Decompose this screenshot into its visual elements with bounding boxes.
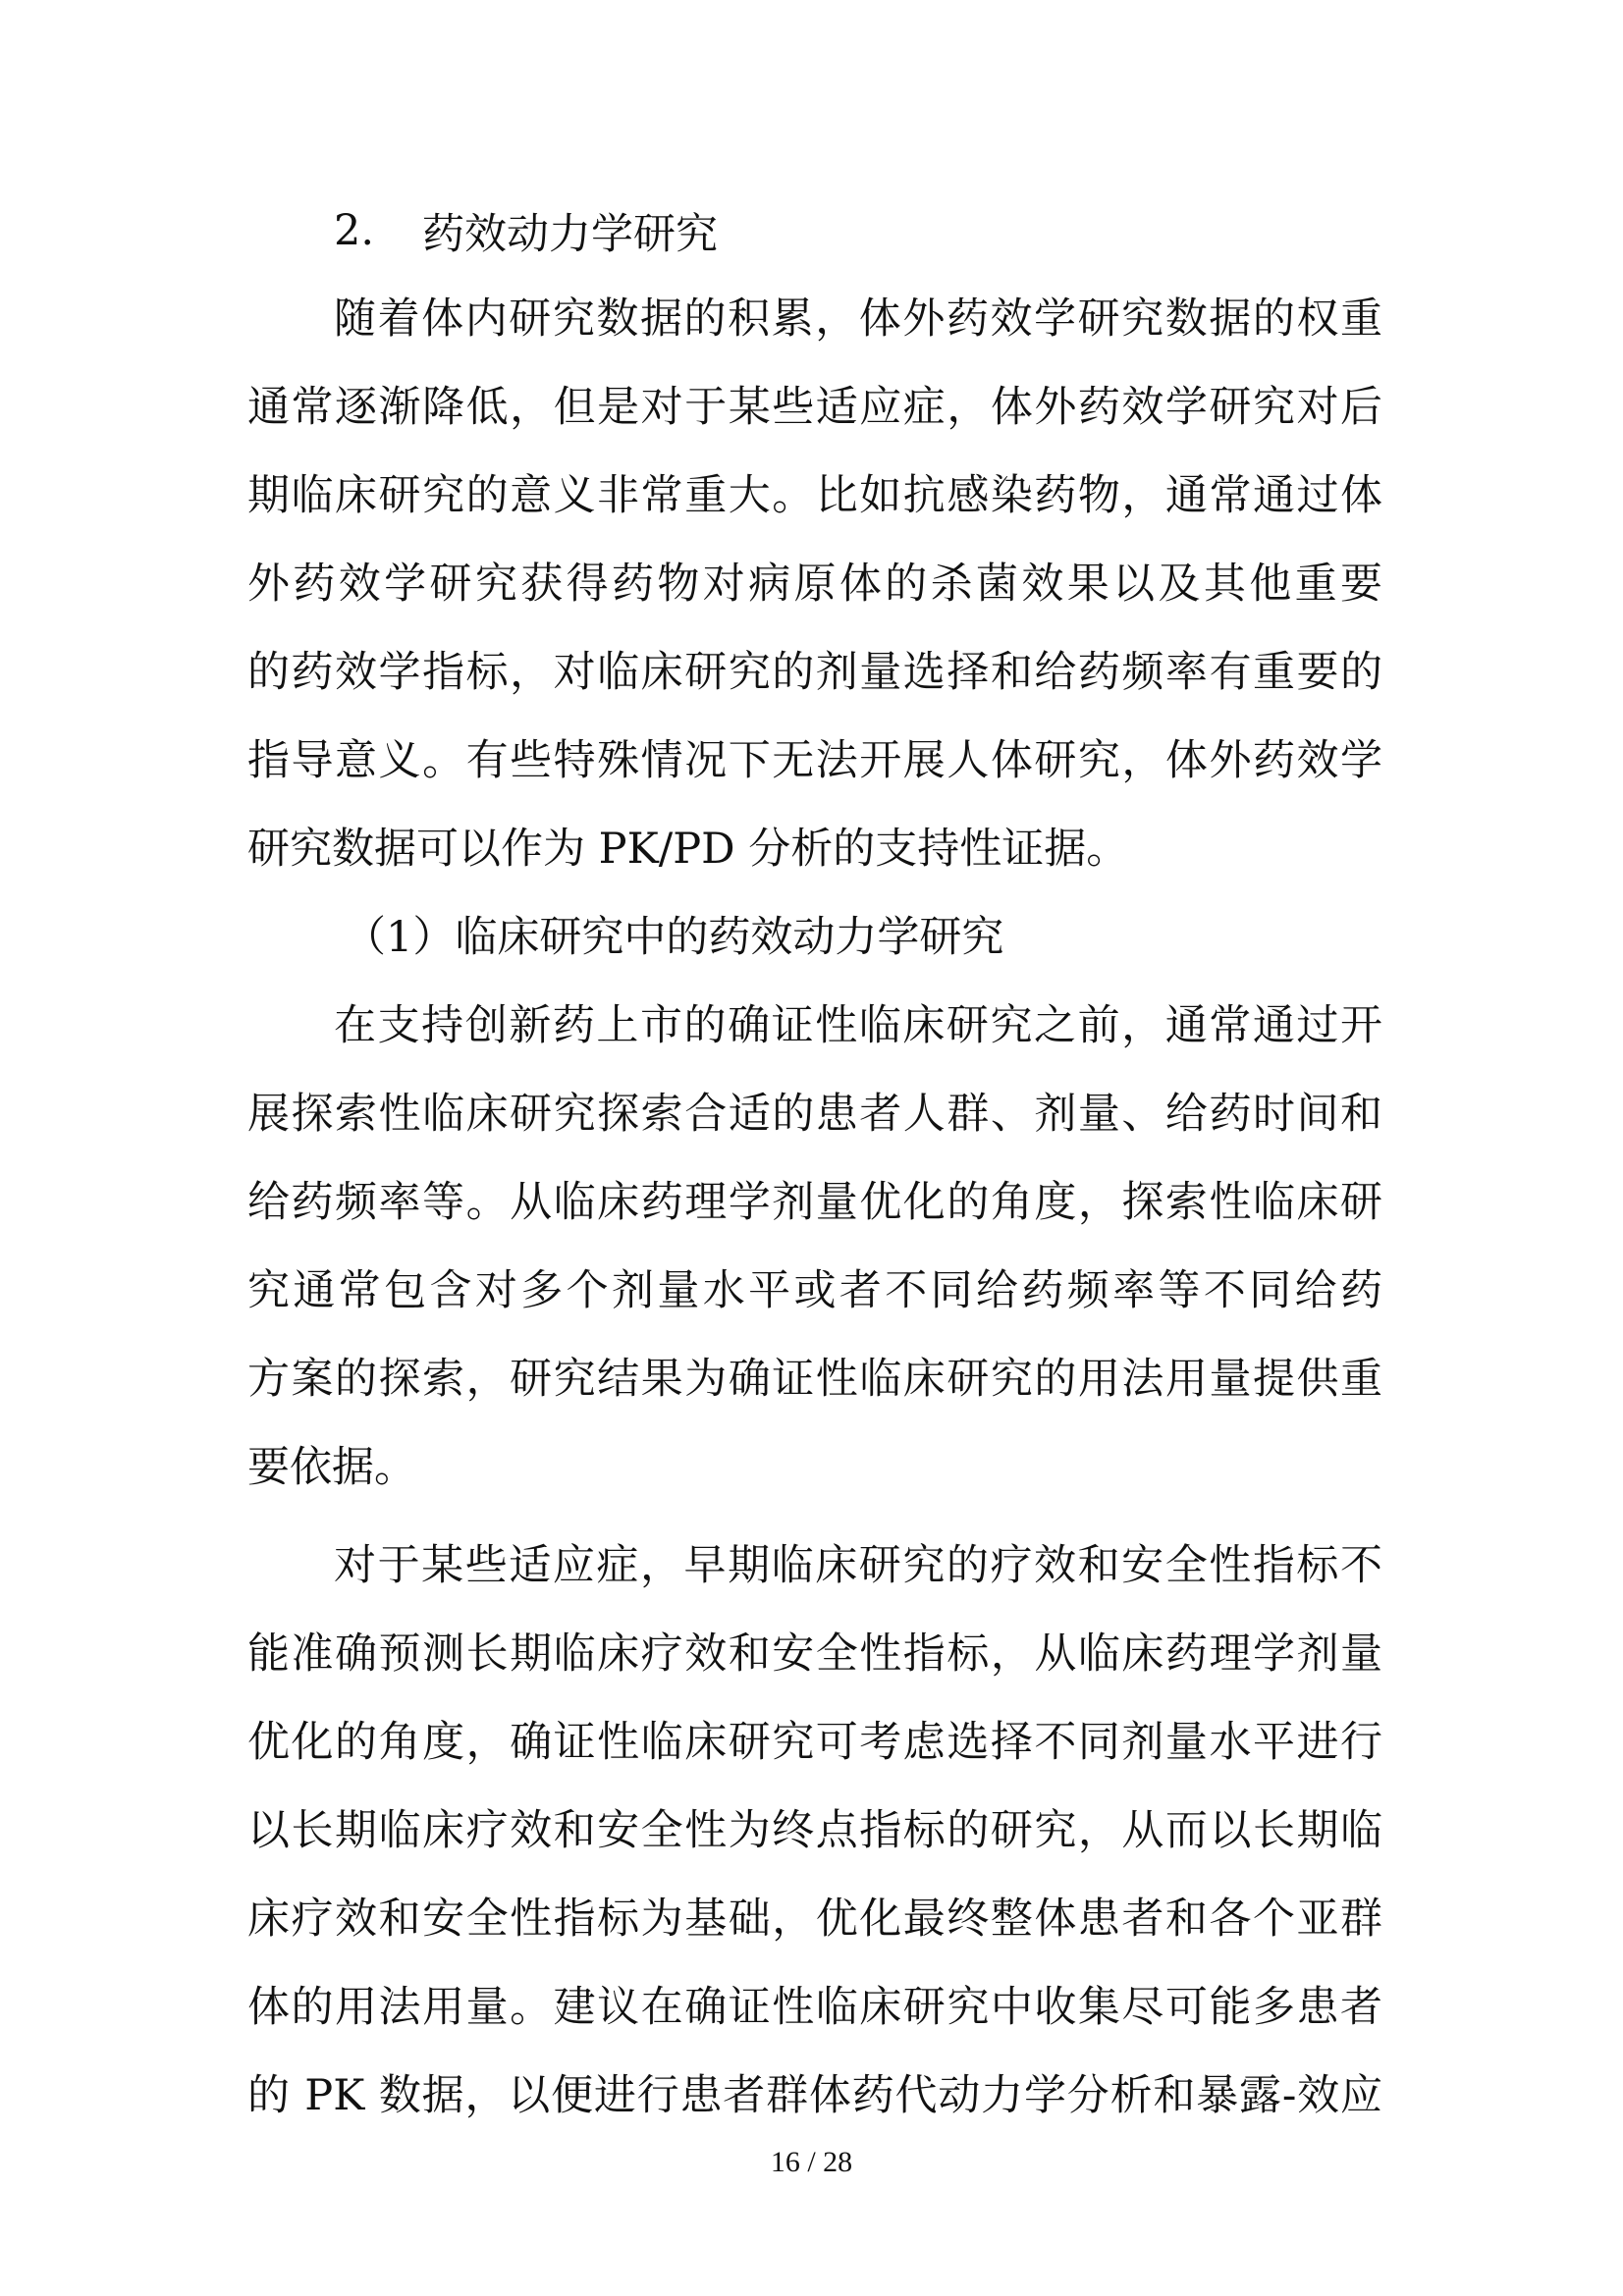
paragraph-line: 究通常包含对多个剂量水平或者不同给药频率等不同给药 — [247, 1266, 1382, 1315]
paragraph-line: 通常逐渐降低，但是对于某些适应症，体外药效学研究对后 — [247, 383, 1382, 432]
paragraph-line: 随着体内研究数据的积累，体外药效学研究数据的权重 — [334, 294, 1382, 344]
section-heading — [247, 187, 1382, 275]
paragraph-line: 在支持创新药上市的确证性临床研究之前，通常通过开 — [334, 1001, 1382, 1050]
paragraph-line: 给药频率等。从临床药理学剂量优化的角度，探索性临床研 — [247, 1178, 1382, 1227]
paragraph — [247, 275, 1382, 893]
body-text — [247, 187, 1382, 2140]
paragraph — [247, 982, 1382, 1512]
paragraph-line: 的 PK 数据，以便进行患者群体药代动力学分析和暴露-效应 — [247, 2071, 1382, 2120]
paragraph-line: 研究数据可以作为 PK/PD 分析的支持性证据。 — [247, 825, 1129, 874]
paragraph-line: 要依据。 — [247, 1443, 416, 1492]
section-title: 药效动力学研究 — [422, 209, 718, 259]
paragraph-line: 床疗效和安全性指标为基础，优化最终整体患者和各个亚群 — [247, 1895, 1382, 1944]
paragraph-line: 的药效学指标，对临床研究的剂量选择和给药频率有重要的 — [247, 648, 1382, 697]
paragraph-line: 展探索性临床研究探索合适的患者人群、剂量、给药时间和 — [247, 1090, 1382, 1139]
paragraph-line: 能准确预测长期临床疗效和安全性指标，从临床药理学剂量 — [247, 1629, 1382, 1679]
section-number: 2. — [334, 206, 375, 255]
paragraph — [247, 1522, 1382, 2140]
paragraph-line: 体的用法用量。建议在确证性临床研究中收集尽可能多患者 — [247, 1983, 1382, 2032]
paragraph-line: 指导意义。有些特殊情况下无法开展人体研究，体外药效学 — [247, 736, 1382, 785]
paragraph-line: 外药效学研究获得药物对病原体的杀菌效果以及其他重要 — [247, 560, 1382, 609]
subsection-heading: （1）临床研究中的药效动力学研究 — [344, 913, 1004, 962]
paragraph-line: 方案的探索，研究结果为确证性临床研究的用法用量提供重 — [247, 1355, 1382, 1404]
paragraph-spacer — [247, 1512, 1382, 1522]
paragraph-line: 对于某些适应症，早期临床研究的疗效和安全性指标不 — [334, 1541, 1382, 1590]
paragraph-line: 期临床研究的意义非常重大。比如抗感染药物，通常通过体 — [247, 471, 1382, 520]
page-number: 16 / 28 — [770, 2146, 853, 2178]
paragraph-line: 优化的角度，确证性临床研究可考虑选择不同剂量水平进行 — [247, 1718, 1382, 1767]
paragraph-line: 以长期临床疗效和安全性为终点指标的研究，从而以长期临 — [247, 1806, 1382, 1855]
